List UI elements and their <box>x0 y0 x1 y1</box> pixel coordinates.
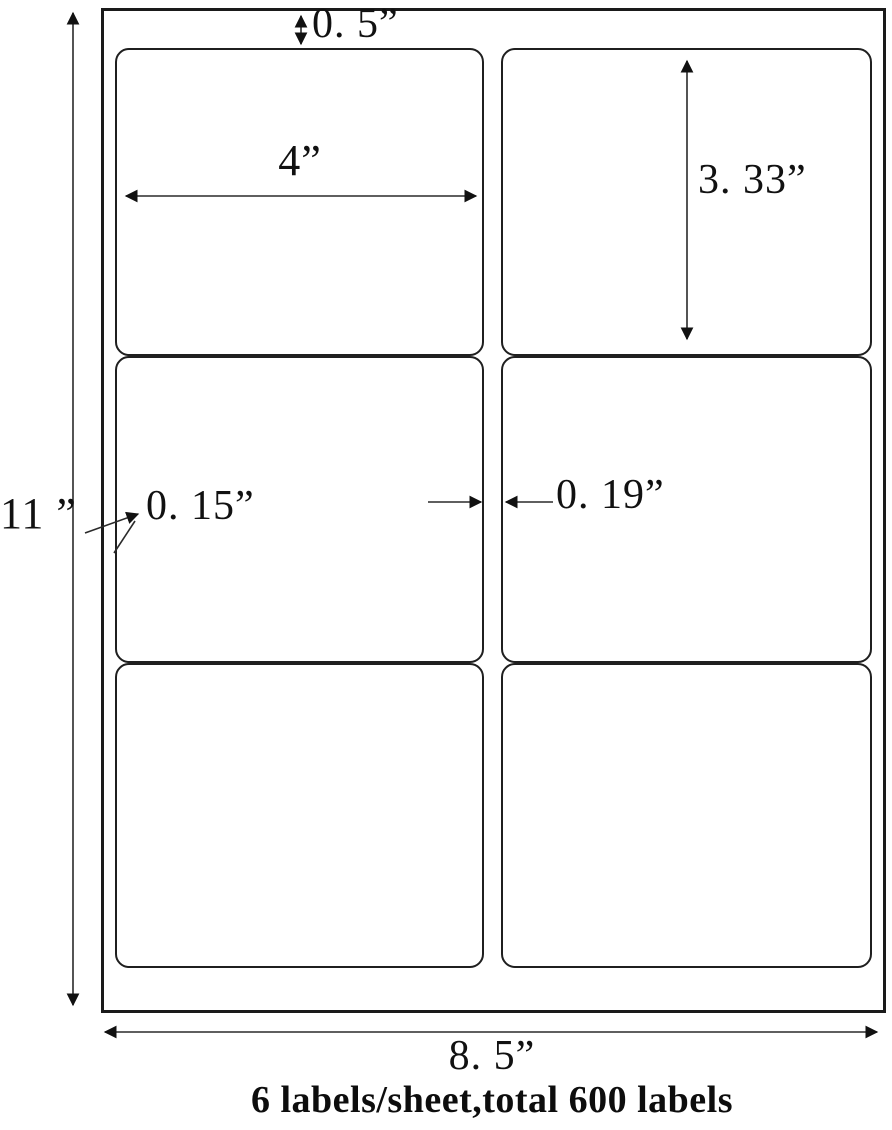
dim-sheet-width: 8. 5” <box>448 1033 536 1079</box>
dim-column-gap: 0. 19” <box>556 472 665 518</box>
dim-sheet-height: 11 ” <box>0 489 77 538</box>
label-cell <box>115 663 484 968</box>
dim-side-margin: 0. 15” <box>146 483 255 529</box>
dim-label-height: 3. 33” <box>698 157 807 203</box>
label-cell <box>115 48 484 356</box>
dim-label-width: 4” <box>278 136 322 185</box>
dim-top-margin: 0. 5” <box>312 1 399 47</box>
label-cell <box>501 663 872 968</box>
label-cell <box>501 48 872 356</box>
caption: 6 labels/sheet,total 600 labels <box>250 1079 734 1121</box>
